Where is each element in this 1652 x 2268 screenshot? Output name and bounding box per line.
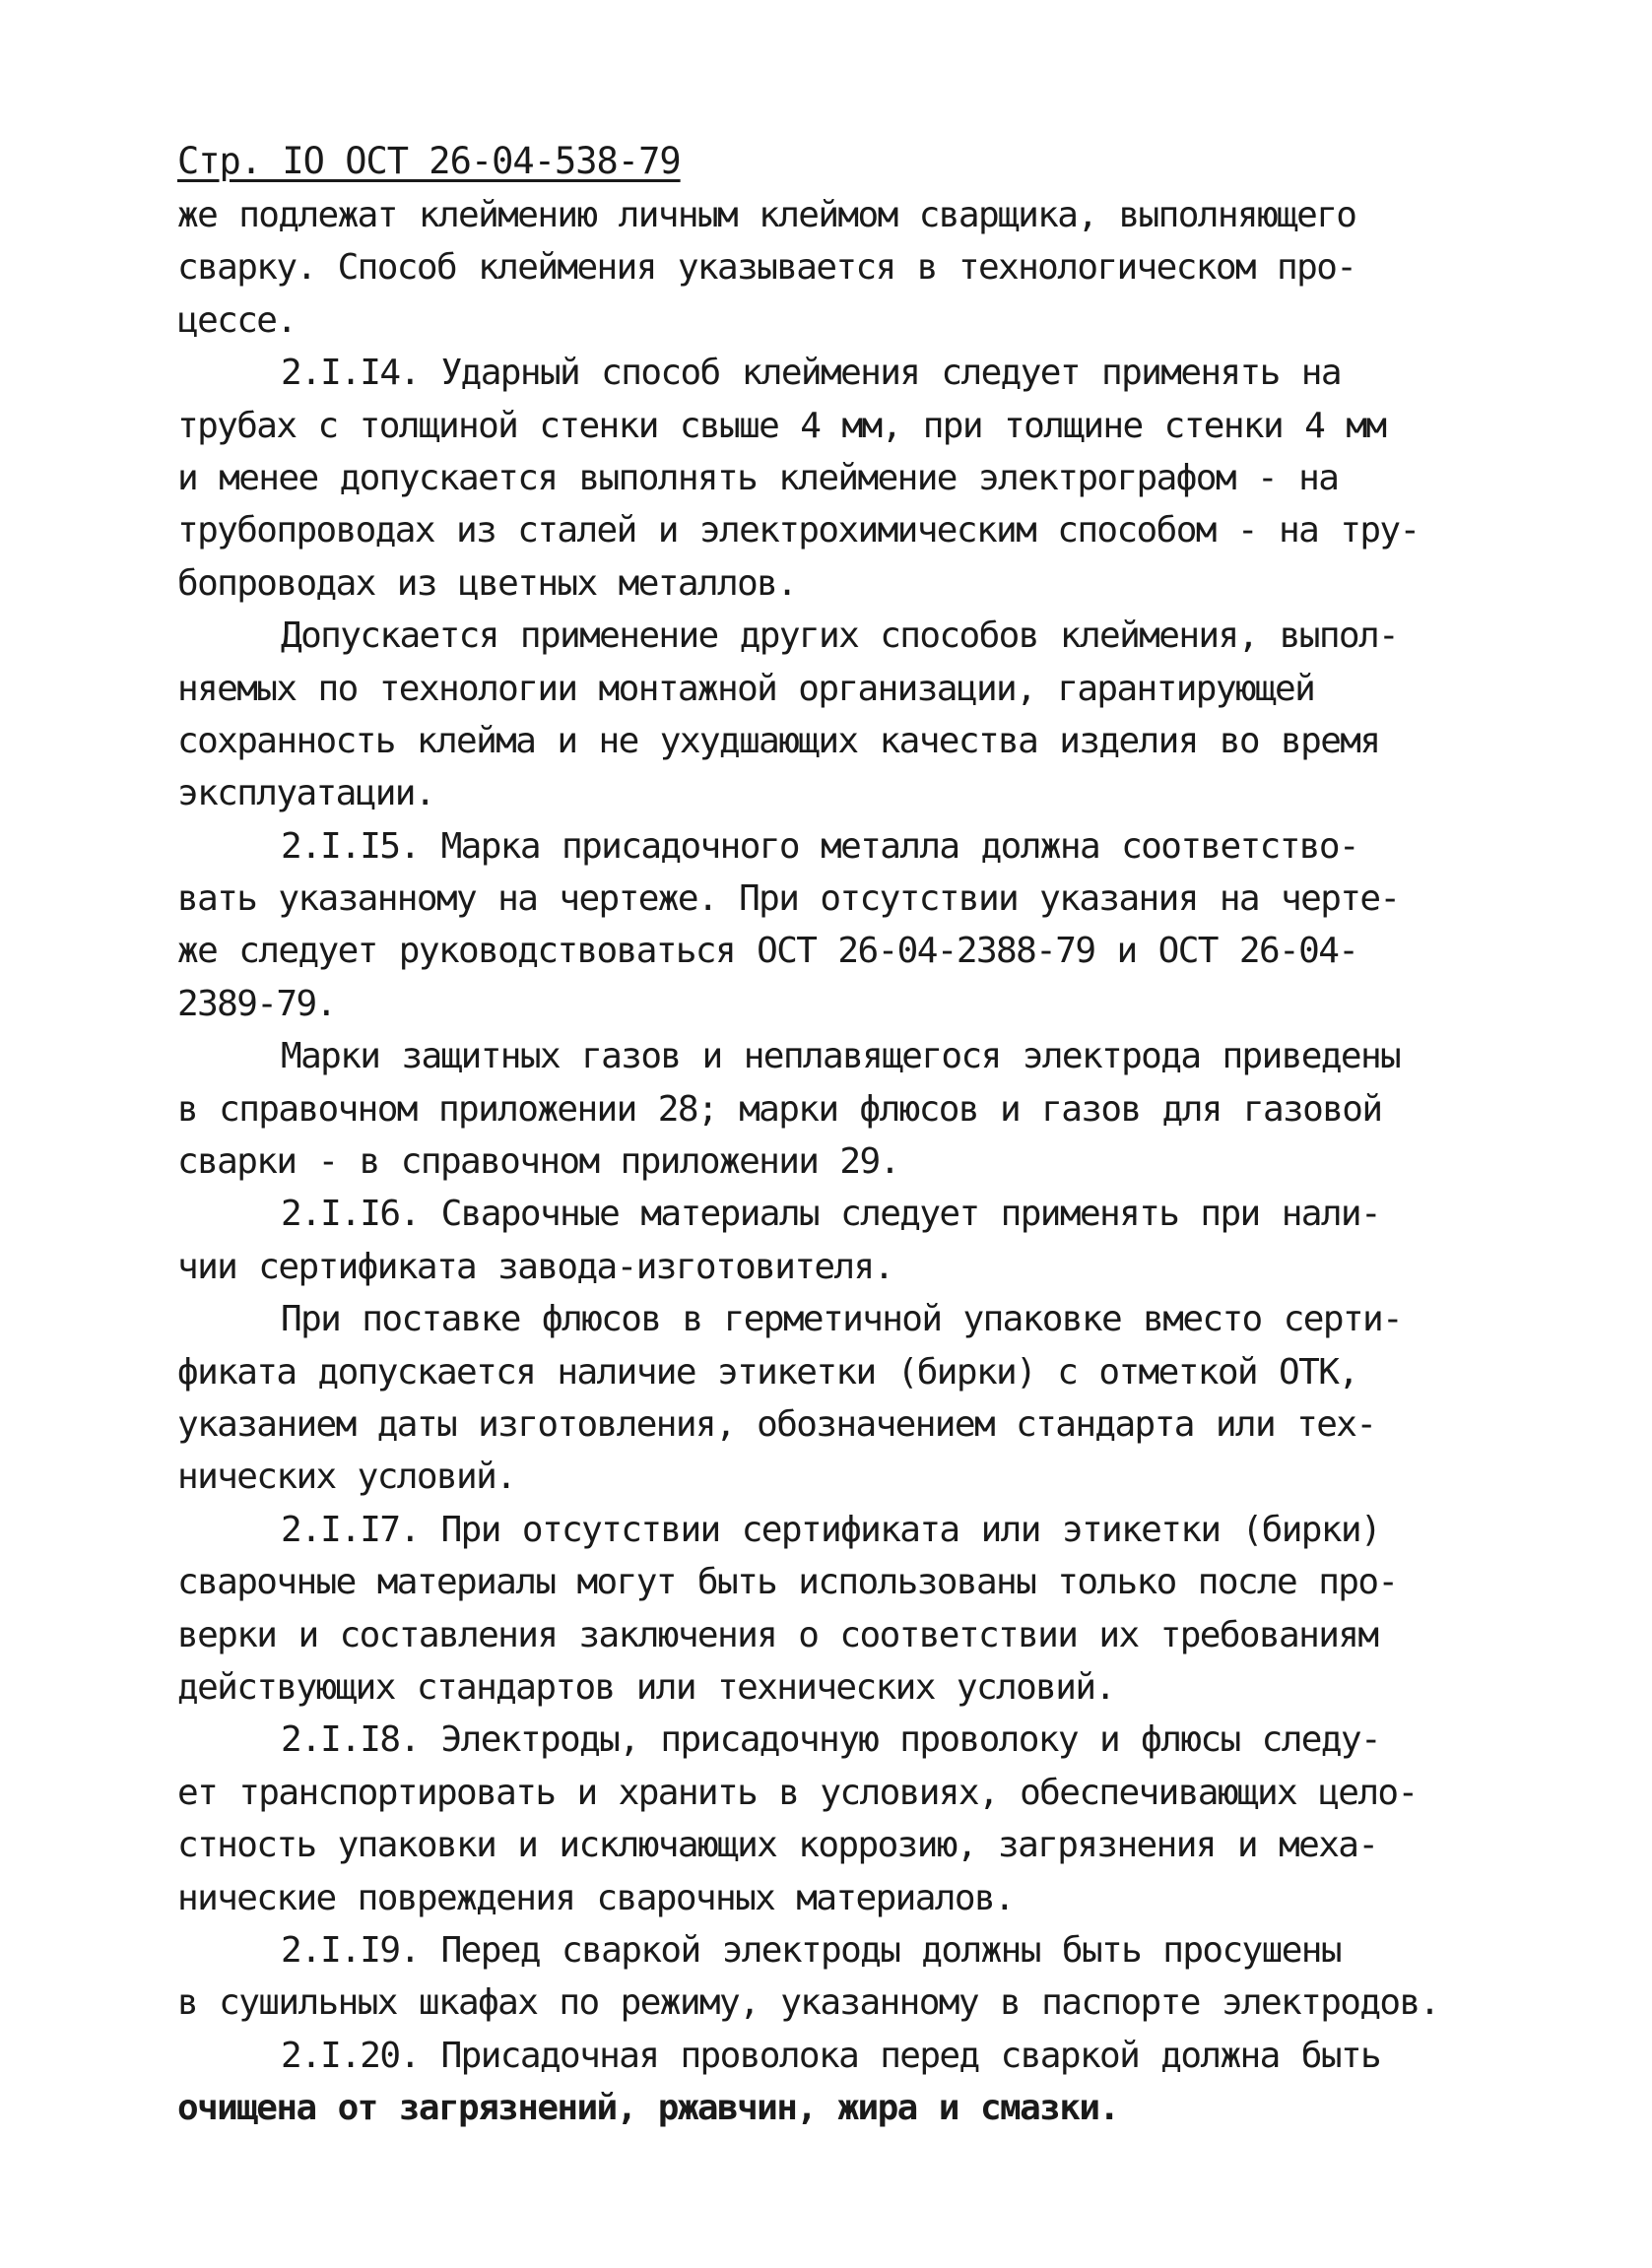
text-line: фиката допускается наличие этикетки (бирки) с отметкой ОТК,	[177, 1351, 1358, 1393]
page-header: Стр. IO ОСТ 26-04-538-79	[177, 140, 681, 182]
text-line: вать указанному на чертеже. При отсутствии указания на черте-	[177, 878, 1400, 920]
text-line: сохранность клейма и не ухудшающих качества изделия во время	[177, 720, 1380, 761]
text-line: же следует руководствоваться ОСТ 26-04-2388-79 и ОСТ 26-04-	[177, 931, 1358, 972]
clause-2-1-14: 2.I.I4. Ударный способ клеймения следует применять на	[281, 353, 1341, 394]
text-line: эксплуатации.	[177, 773, 434, 814]
text-line: действующих стандартов или технических условий.	[177, 1666, 1115, 1708]
clause-2-1-18: 2.I.I8. Электроды, присадочную проволоку и флюсы следу-	[281, 1719, 1381, 1761]
text-line: чии сертификата завода-изготовителя.	[177, 1246, 893, 1287]
clause-2-1-17: 2.I.I7. При отсутствии сертификата или этикетки (бирки)	[281, 1509, 1381, 1550]
text-line: в сушильных шкафах по режиму, указанному в паспорте электродов.	[177, 1982, 1439, 2024]
text-line: стность упаковки и исключающих коррозию, загрязнения и меха-	[177, 1825, 1378, 1866]
text-line: сварки - в справочном приложении 29.	[177, 1141, 899, 1183]
text-line: в справочном приложении 28; марки флюсов и газов для газовой	[177, 1088, 1382, 1130]
paragraph-start: Допускается применение других способов клеймения, выпол-	[281, 616, 1399, 657]
text-line: 2389-79.	[177, 983, 336, 1024]
text-line: цессе.	[177, 299, 297, 341]
text-line: и менее допускается выполнять клеймение электрографом - на	[177, 457, 1339, 498]
clause-2-1-20: 2.I.20. Присадочная проволока перед сваркой должна быть	[281, 2035, 1381, 2076]
text-line: верки и составления заключения о соответствии их требованиям	[177, 1614, 1378, 1655]
text-line: нические повреждения сварочных материалов.	[177, 1877, 1015, 1918]
text-line: бопроводах из цветных металлов.	[177, 562, 797, 604]
paragraph-start: При поставке флюсов в герметичной упаковке вместо серти-	[281, 1299, 1403, 1340]
text-line: же подлежат клеймению личным клеймом сварщика, выполняющего	[177, 195, 1356, 235]
text-line: очищена от загрязнений, ржавчин, жира и смазки.	[177, 2088, 1119, 2129]
text-line: сварку. Способ клеймения указывается в технологическом про-	[177, 247, 1356, 289]
text-line: указанием даты изготовления, обозначением стандарта или тех-	[177, 1403, 1376, 1445]
clause-2-1-15: 2.I.I5. Марка присадочного металла должна соответство-	[281, 825, 1358, 867]
document-body	[177, 189, 1487, 2134]
text-line: трубах с толщиной стенки свыше 4 мм, при толщине стенки 4 мм	[177, 405, 1386, 446]
paragraph-start: Марки защитных газов и неплавящегося электрода приведены	[281, 1036, 1401, 1077]
clause-2-1-16: 2.I.I6. Сварочные материалы следует применять при нали-	[281, 1194, 1381, 1235]
text-line: ет транспортировать и хранить в условиях, обеспечивающих цело-	[177, 1772, 1418, 1813]
clause-2-1-19: 2.I.I9. Перед сваркой электроды должны быть просушены	[281, 1929, 1341, 1971]
text-line: нических условий.	[177, 1457, 516, 1498]
text-line: трубопроводах из сталей и электрохимическим способом - на тру-	[177, 510, 1420, 551]
text-line: сварочные материалы могут быть использованы только после про-	[177, 1562, 1398, 1603]
text-line: няемых по технологии монтажной организации, гарантирующей	[177, 668, 1315, 709]
